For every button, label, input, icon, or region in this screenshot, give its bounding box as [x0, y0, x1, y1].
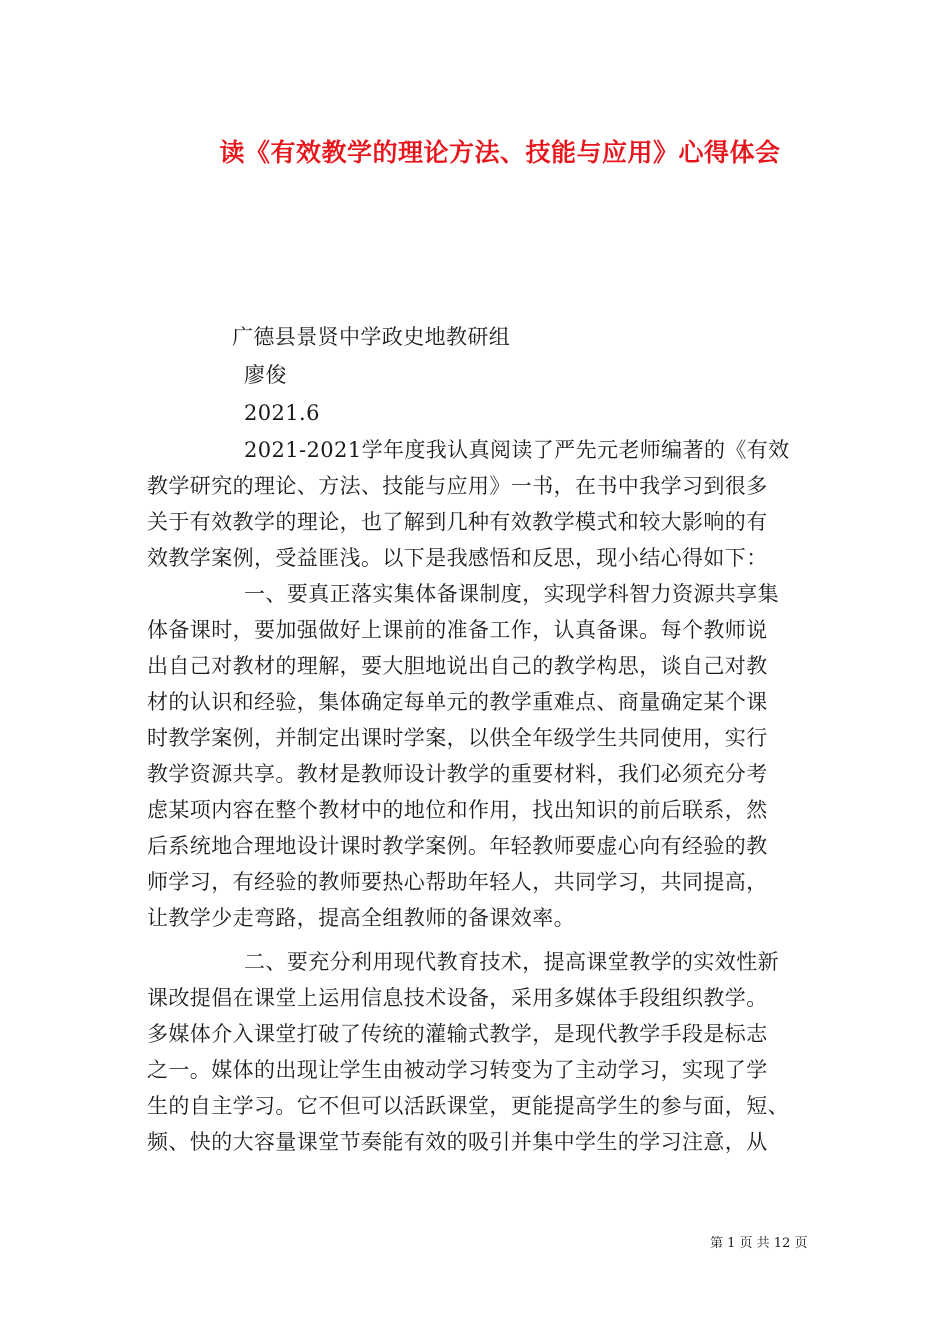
org-line: 广德县景贤中学政史地教研组 [232, 325, 511, 349]
date-line: 2021.6 [244, 401, 320, 425]
body-line: 教学研究的理论、方法、技能与应用》一书，在书中我学习到很多 [147, 474, 768, 498]
body-line: 体备课时，要加强做好上课前的准备工作，认真备课。每个教师说 [147, 618, 768, 642]
page-number-footer: 第 1 页 共 12 页 [710, 1236, 808, 1251]
body-line: 让教学少走弯路，提高全组教师的备课效率。 [147, 906, 575, 930]
body-line: 关于有效教学的理论，也了解到几种有效教学模式和较大影响的有 [147, 510, 768, 534]
body-line: 师学习，有经验的教师要热心帮助年轻人，共同学习，共同提高， [147, 870, 768, 894]
body-line: 虑某项内容在整个教材中的地位和作用，找出知识的前后联系，然 [147, 798, 768, 822]
body-line: 频、快的大容量课堂节奏能有效的吸引并集中学生的学习注意，从 [147, 1130, 768, 1154]
body-line: 教学资源共享。教材是教师设计教学的重要材料，我们必须充分考 [147, 762, 768, 786]
body-line: 一、要真正落实集体备课制度，实现学科智力资源共享集 [244, 582, 779, 606]
body-line: 出自己对教材的理解，要大胆地说出自己的教学构思，谈自己对教 [147, 654, 768, 678]
body-line: 之一。媒体的出现让学生由被动学习转变为了主动学习，实现了学 [147, 1058, 768, 1082]
body-line: 课改提倡在课堂上运用信息技术设备，采用多媒体手段组织教学。 [147, 986, 768, 1010]
body-line: 二、要充分利用现代教育技术，提高课堂教学的实效性新 [244, 950, 779, 974]
body-line: 时教学案例，并制定出课时学案，以供全年级学生共同使用，实行 [147, 726, 768, 750]
body-line: 2021-2021学年度我认真阅读了严先元老师编著的《有效 [244, 438, 790, 462]
author-line: 廖俊 [244, 363, 287, 387]
body-line: 多媒体介入课堂打破了传统的灌输式教学，是现代教学手段是标志 [147, 1022, 768, 1046]
body-line: 后系统地合理地设计课时教学案例。年轻教师要虚心向有经验的教 [147, 834, 768, 858]
body-line: 生的自主学习。它不但可以活跃课堂，更能提高学生的参与面，短、 [147, 1094, 789, 1118]
body-line: 效教学案例，受益匪浅。以下是我感悟和反思，现小结心得如下： [147, 546, 768, 570]
body-line: 材的认识和经验，集体确定每单元的教学重难点、商量确定某个课 [147, 690, 768, 714]
document-title: 读《有效教学的理论方法、技能与应用》心得体会 [219, 138, 781, 167]
